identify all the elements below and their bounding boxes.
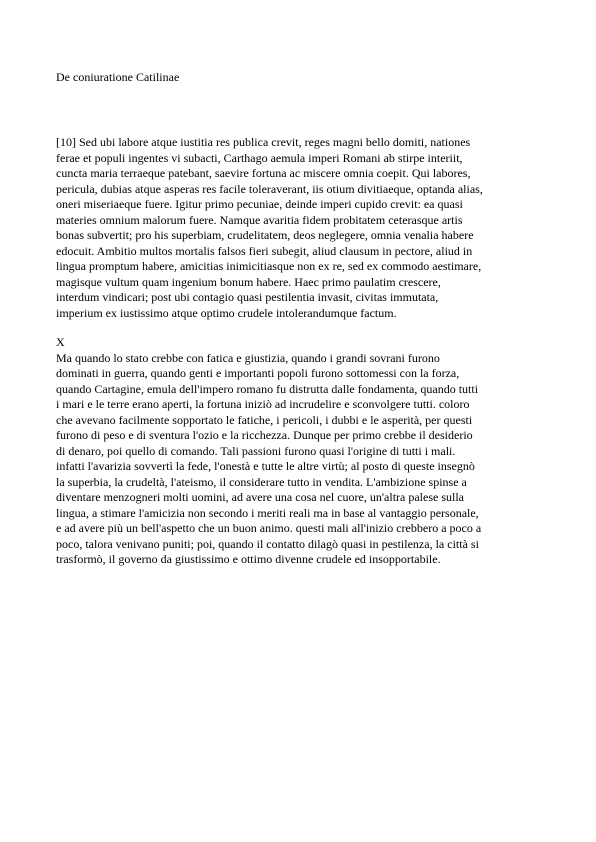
latin-line: cuncta maria terraeque patebant, saevire fortuna ac miscere omnia coepit. Qui labores, — [56, 166, 471, 180]
italian-line: dominati in guerra, quando genti e importanti popoli furono sottomessi con la forza, — [56, 366, 460, 380]
latin-line: materies omnium malorum fuere. Namque avaritia fidem probitatem ceterasque artis — [56, 212, 463, 227]
latin-line: [10] Sed ubi labore atque iustitia res publica crevit, reges magni bello domiti, nationes — [56, 135, 471, 149]
italian-line: i mari e le terre erano aperti, la fortuna iniziò ad incrudelire e sconvolgere tutti. coloro — [56, 397, 470, 411]
italian-line: la superbia, la crudeltà, l'ateismo, il considerare tutto in vendita. L'ambizione spinse a — [56, 474, 467, 489]
italian-line: furono di peso e di sventura l'ozio e la ricchezza. Dunque per primo crebbe il desiderio — [56, 428, 473, 442]
italian-line: di denaro, poi quello di comando. Tali passioni furono quasi l'origine di tutti i mali. — [56, 443, 456, 458]
latin-line: bonas subvertit; pro his superbiam, crudelitatem, deos neglegere, omnia venalia habere — [56, 228, 474, 242]
italian-line: che avevano facilmente sopportato le fatiche, i pericoli, i dubbi e le asperità, per questi — [56, 412, 473, 427]
latin-line: interdum vindicari; post ubi contagio quasi pestilentia invasit, civitas immutata, — [56, 290, 439, 304]
latin-line: ferae et populi ingentes vi subacti, Carthago aemula imperi Romani ab stirpe interiit, — [56, 150, 463, 165]
italian-line: e ad avere più un bell'aspetto che un buon animo. questi mali all'inizio crebbero a poco a — [56, 521, 482, 535]
latin-paragraph — [56, 135, 540, 321]
latin-line: lingua promptum habere, amicitias inimicitiasque non ex re, sed ex commodo aestimare, — [56, 259, 482, 273]
italian-line: quando Cartagine, emula dell'impero romano fu distrutta dalle fondamenta, quando tutti — [56, 381, 479, 396]
italian-heading: X — [56, 335, 65, 349]
italian-line: infatti l'avarizia sovvertì la fede, l'onestà e tutte le altre virtù; al posto di queste insegnò — [56, 459, 475, 473]
italian-line: diventare menzogneri molti uomini, ad avere una cosa nel cuore, un'altra palese sulla — [56, 490, 465, 504]
italian-line: trasformò, il governo da giustissimo e ottimo divenne crudele ed insopportabile. — [56, 552, 441, 566]
italian-translation — [56, 335, 540, 568]
latin-line: imperium ex iustissimo atque optimo crudele intolerandumque factum. — [56, 305, 397, 320]
document-title: De coniuratione Catilinae — [56, 70, 180, 84]
italian-line: poco, talora venivano puniti; poi, quando il contatto dilagò quasi in pestilenza, la città si — [56, 536, 479, 551]
latin-line: oneri miseriaeque fuere. Igitur primo pecuniae, deinde imperi cupido crevit: ea quasi — [56, 197, 463, 211]
latin-line: pericula, dubias atque asperas res facile toleraverant, iis otium divitiaeque, optanda alias, — [56, 181, 483, 196]
latin-line: magisque vultum quam ingenium bonum habere. Haec primo paulatim crescere, — [56, 274, 441, 289]
italian-line: Ma quando lo stato crebbe con fatica e giustizia, quando i grandi sovrani furono — [56, 350, 440, 365]
latin-line: edocuit. Ambitio multos mortalis falsos fieri subegit, aliud clausum in pectore, aliud in — [56, 243, 473, 258]
italian-line: lingua, a stimare l'amicizia non secondo i meriti reali ma in base al vantaggio personale, — [56, 505, 479, 520]
